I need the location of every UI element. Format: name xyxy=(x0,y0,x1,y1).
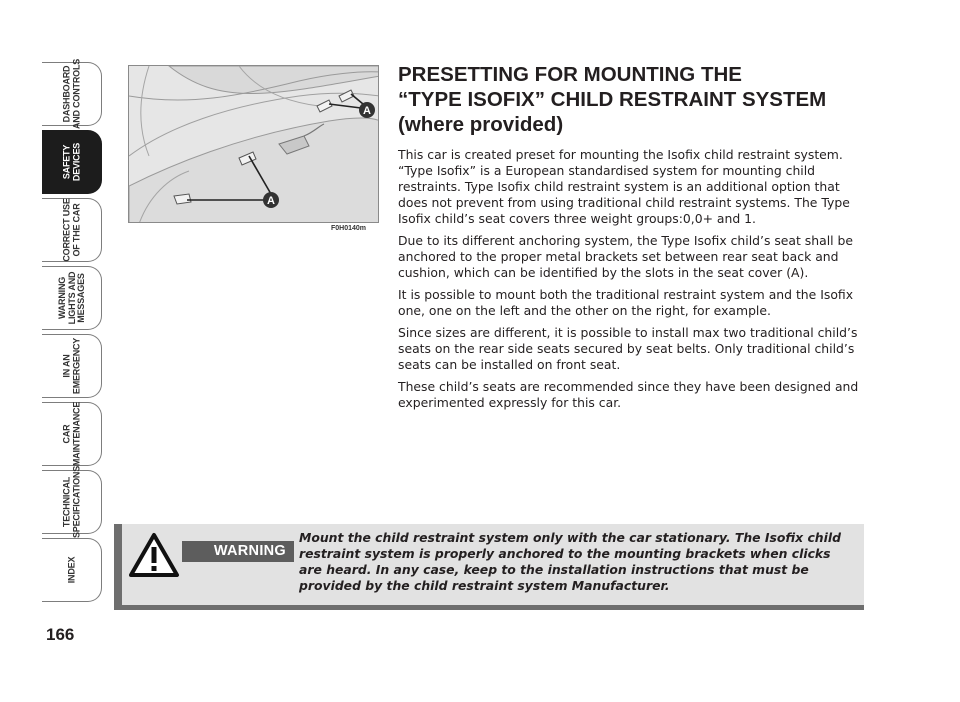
tab-label: SAFETY DEVICES xyxy=(61,142,81,182)
tab-label: WARNING LIGHTS AND MESSAGES xyxy=(56,271,86,325)
tab-warning-lights-and-messages[interactable] xyxy=(42,266,102,330)
tab-label: INDEX xyxy=(65,556,76,584)
paragraph: It is possible to mount both the traditional restraint system and the Isofix one, one on the left and the other on the right, for example. xyxy=(398,287,854,318)
section-title xyxy=(398,62,858,137)
warning-box-shadow xyxy=(114,524,122,610)
tab-in-an-emergency[interactable] xyxy=(42,334,102,398)
tab-label: DASHBOARD AND CONTROLS xyxy=(61,58,81,130)
page-number: 166 xyxy=(46,625,75,644)
paragraph: Due to its different anchoring system, the Type Isofix child’s seat shall be anchored to the proper metal brackets set between rear seat back and cushion, which can be identified by the slots in the seat cover (A). xyxy=(398,233,854,280)
section-body xyxy=(398,147,860,417)
isofix-seat-illustration xyxy=(128,65,379,223)
seat-drawing xyxy=(129,66,379,223)
tab-index[interactable] xyxy=(42,538,102,602)
title-line-3: (where provided) xyxy=(398,113,564,136)
figure-code: F0H0140m xyxy=(331,225,367,232)
warning-triangle-icon xyxy=(128,532,180,578)
paragraph: Since sizes are different, it is possible to install max two traditional child’s seats on the rear side seats secured by seat belts. Only traditional child’s seats can be installed on front seat. xyxy=(398,325,858,372)
tab-dashboard-and-controls[interactable] xyxy=(42,58,102,130)
callout-label: A xyxy=(267,195,275,207)
tab-car-maintenance[interactable] xyxy=(42,402,102,466)
title-line-2: “TYPE ISOFIX” CHILD RESTRAINT SYSTEM xyxy=(398,88,827,111)
callout-label: A xyxy=(363,105,371,117)
tab-label: IN AN EMERGENCY xyxy=(61,337,81,395)
tab-correct-use-of-the-car[interactable] xyxy=(42,198,102,262)
tab-label: TECHNICAL SPECIFICATIONS xyxy=(61,465,81,539)
warning-box-shadow-bottom xyxy=(114,605,864,610)
tab-label: CAR MAINTENANCE xyxy=(61,401,81,467)
warning-text: Mount the child restraint system only with the car stationary. The Isofix child restraint system is properly anchored to the mounting brackets when clicks are heard. In any case, keep to the installation instructions that must be provided by the child restraint system Manufacturer. xyxy=(299,530,841,593)
paragraph: These child’s seats are recommended since they have been designed and experimented expressly for this car. xyxy=(398,379,859,410)
title-line-1: PRESETTING FOR MOUNTING THE xyxy=(398,63,742,86)
tab-technical-specifications[interactable] xyxy=(42,465,102,539)
warning-label: WARNING xyxy=(182,541,294,562)
warning-box xyxy=(114,524,864,610)
paragraph: This car is created preset for mounting the Isofix child restraint system. “Type Isofix” is a European standardised system for mounting child restraints. Type Isofix child restraint system is an additional option that does not prevent from using traditional child restraint systems. The Type Isofix child’s seat covers three weight groups:0,0+ and 1. xyxy=(398,147,850,226)
tab-safety-devices[interactable] xyxy=(42,130,102,194)
tab-label: CORRECT USE OF THE CAR xyxy=(61,198,81,262)
